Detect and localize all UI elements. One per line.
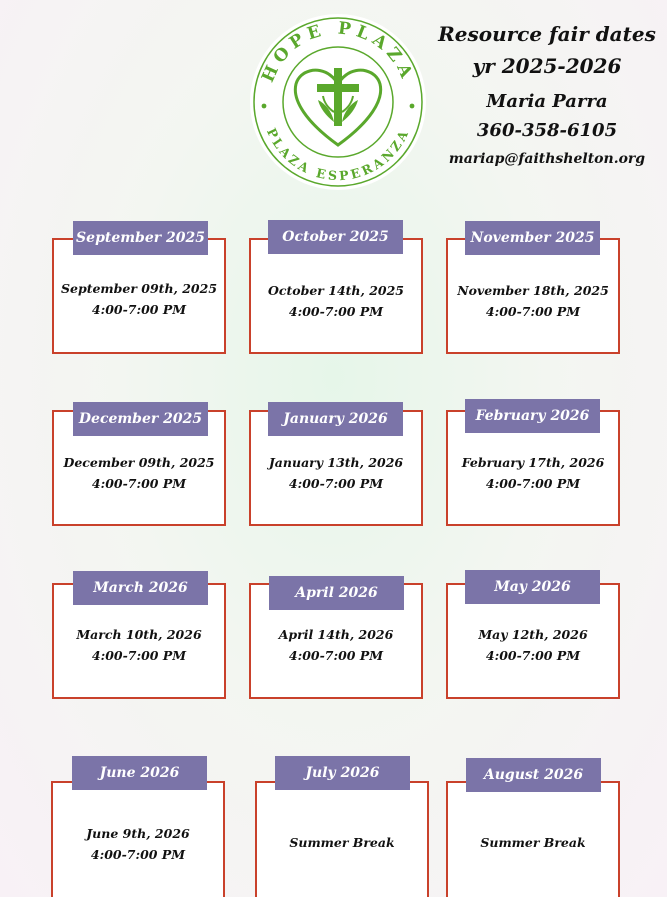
event-date: January 13th, 2026 — [268, 455, 404, 470]
event-time: 4:00-7:00 PM — [485, 476, 581, 491]
header-title: Resource fair dates — [438, 22, 656, 46]
month-tab: July 2026 — [275, 756, 410, 790]
month-card-october-2025 — [249, 238, 423, 354]
contact-phone: 360-358-6105 — [476, 120, 618, 141]
month-card-june-2026 — [51, 781, 225, 897]
logo-bottom-text: PLAZA ESPERANZA — [263, 125, 413, 184]
event-time: 4:00-7:00 PM — [288, 476, 384, 491]
hope-plaza-logo — [248, 12, 428, 192]
event-time: 4:00-7:00 PM — [485, 648, 581, 663]
event-time: 4:00-7:00 PM — [91, 302, 187, 317]
month-tab: April 2026 — [269, 576, 404, 610]
month-card-august-2026 — [446, 781, 620, 897]
month-tab: December 2025 — [73, 402, 208, 436]
event-date: October 14th, 2025 — [268, 283, 404, 298]
event-date: June 9th, 2026 — [86, 826, 190, 841]
month-tab: May 2026 — [465, 570, 600, 604]
month-tab: June 2026 — [72, 756, 207, 790]
event-date: December 09th, 2025 — [63, 455, 215, 470]
event-date: April 14th, 2026 — [278, 627, 394, 642]
event-date: November 18th, 2025 — [457, 283, 609, 298]
contact-email: mariap@faithshelton.org — [448, 151, 646, 167]
month-card-november-2025 — [446, 238, 620, 354]
event-time: 4:00-7:00 PM — [90, 847, 186, 862]
event-date: February 17th, 2026 — [461, 455, 605, 470]
contact-name: Maria Parra — [486, 91, 608, 112]
month-tab: March 2026 — [73, 571, 208, 605]
month-tab: October 2025 — [268, 220, 403, 254]
header-subtitle: yr 2025-2026 — [472, 54, 622, 78]
event-time: 4:00-7:00 PM — [485, 304, 581, 319]
month-tab: February 2026 — [465, 399, 600, 433]
event-date: September 09th, 2025 — [60, 281, 218, 296]
event-time: 4:00-7:00 PM — [91, 648, 187, 663]
event-note: Summer Break — [480, 835, 586, 850]
event-time: 4:00-7:00 PM — [288, 304, 384, 319]
event-time: 4:00-7:00 PM — [288, 648, 384, 663]
month-tab: September 2025 — [73, 221, 208, 255]
event-note: Summer Break — [289, 835, 395, 850]
month-card-july-2026 — [255, 781, 429, 897]
header-block — [432, 18, 662, 172]
logo-top-text: HOPE PLAZA — [258, 18, 418, 86]
event-date: March 10th, 2026 — [76, 627, 202, 642]
month-tab: November 2025 — [465, 221, 600, 255]
month-tab: January 2026 — [268, 402, 403, 436]
month-tab: August 2026 — [466, 758, 601, 792]
month-card-september-2025 — [52, 238, 226, 354]
event-date: May 12th, 2026 — [478, 627, 588, 642]
event-time: 4:00-7:00 PM — [91, 476, 187, 491]
